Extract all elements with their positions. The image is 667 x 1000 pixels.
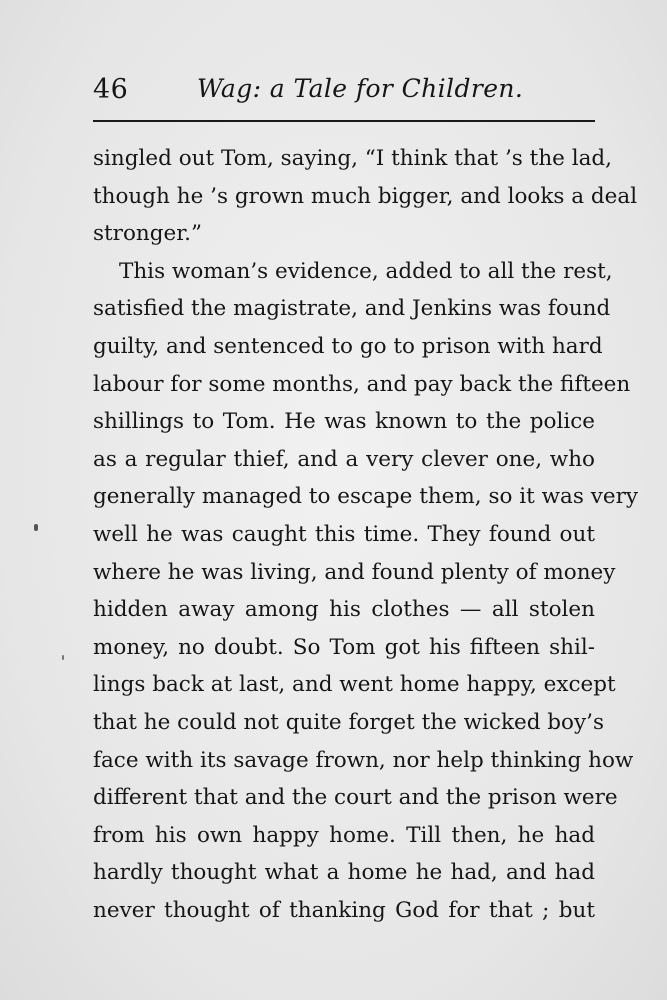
- text-line: hardly thought what a home he had, and had: [93, 860, 595, 886]
- text-line: guilty, and sentenced to go to prison with hard: [93, 333, 603, 359]
- page-header: [93, 72, 595, 116]
- paragraph: [93, 140, 638, 253]
- text-line: from his own happy home. Till then, he had: [93, 822, 595, 848]
- text-line: lings back at last, and went home happy, except: [93, 672, 616, 698]
- text-line: well he was caught this time. They found out: [93, 521, 595, 547]
- text-line: different that and the court and the prison were: [93, 785, 618, 811]
- text-line: never thought of thanking God for that ; but: [93, 897, 595, 923]
- text-line: where he was living, and found plenty of money: [93, 559, 616, 585]
- print-speck: [34, 524, 38, 531]
- page-number: 46: [93, 74, 129, 105]
- text-line: singled out Tom, saying, “I think that ’s the lad,: [93, 146, 613, 171]
- print-speck: [62, 655, 64, 660]
- running-title: Wag: a Tale for Children.: [197, 74, 524, 103]
- text-line: as a regular thief, and a very clever one, who: [93, 446, 595, 472]
- header-rule: [93, 120, 595, 122]
- text-line: that he could not quite forget the wicked boy’s: [93, 709, 605, 735]
- paragraph: [93, 253, 639, 930]
- text-line: generally managed to escape them, so it was very: [93, 484, 639, 510]
- text-line: stronger.”: [93, 221, 202, 247]
- text-line: satisfied the magistrate, and Jenkins was found: [93, 296, 611, 322]
- text-line: labour for some months, and pay back the fifteen: [93, 371, 631, 397]
- text-line: shillings to Tom. He was known to the police: [93, 409, 595, 435]
- text-line: This woman’s evidence, added to all the rest,: [119, 258, 613, 284]
- text-line: money, no doubt. So Tom got his fifteen shil-: [93, 634, 595, 660]
- text-line: hidden away among his clothes — all stolen: [93, 597, 595, 623]
- text-line: face with its savage frown, nor help thinking how: [93, 747, 634, 773]
- text-line: though he ’s grown much bigger, and looks a deal: [93, 183, 638, 209]
- body-text: [93, 140, 639, 929]
